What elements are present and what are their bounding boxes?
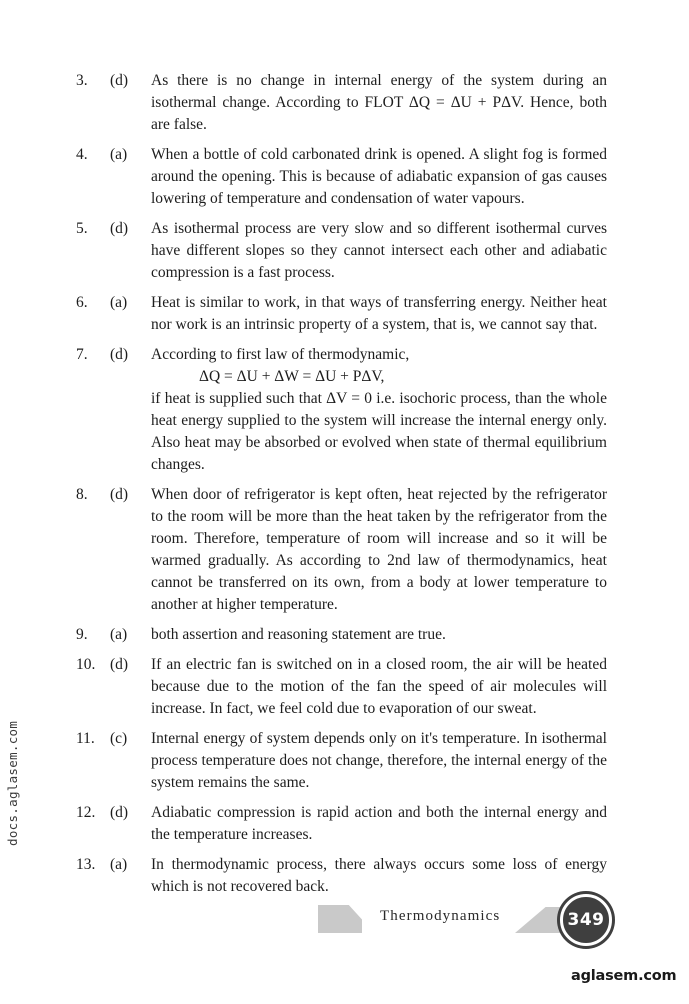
answer-paragraph: if heat is supplied such that ΔV = 0 i.e. isochoric process, than the whole heat energy supplied to the system will increase the internal energy only. Also heat may be absorbed or evolved when state of thermal equilibrium changes. bbox=[151, 390, 607, 473]
answer-list bbox=[0, 70, 689, 906]
answer-body bbox=[151, 802, 684, 846]
answer-equation: ΔQ = ΔU + ΔW = ΔU + PΔV, bbox=[199, 368, 385, 385]
answer-row bbox=[0, 802, 689, 854]
answer-number: 5. bbox=[76, 220, 88, 237]
answer-number: 10. bbox=[76, 656, 96, 673]
answer-paragraph: In thermodynamic process, there always occurs some loss of energy which is not recovered back. bbox=[151, 856, 607, 895]
answer-option-letter: (d) bbox=[110, 220, 129, 237]
answer-option-letter: (c) bbox=[110, 730, 128, 747]
answer-body bbox=[151, 218, 684, 284]
answer-row bbox=[0, 292, 689, 344]
answer-option-letter: (a) bbox=[110, 294, 128, 311]
answer-row bbox=[0, 144, 689, 218]
answer-body bbox=[151, 484, 684, 616]
footer-chapter-title: Thermodynamics bbox=[380, 908, 501, 924]
answer-paragraph: both assertion and reasoning statement are true. bbox=[151, 626, 446, 643]
answer-paragraph: As isothermal process are very slow and so different isothermal curves have different slopes so they cannot intersect each other and adiabatic compression is a fast process. bbox=[151, 220, 607, 281]
answer-number: 9. bbox=[76, 626, 88, 643]
answer-row bbox=[0, 624, 689, 654]
answer-row bbox=[0, 654, 689, 728]
answer-paragraph: Internal energy of system depends only on it's temperature. In isothermal process temperature does not change, therefore, the internal energy of the system remains the same. bbox=[151, 730, 607, 791]
answer-number: 8. bbox=[76, 486, 88, 503]
page-number-badge bbox=[560, 894, 612, 946]
side-watermark: docs.aglasem.com bbox=[5, 720, 20, 846]
answer-row bbox=[0, 70, 689, 144]
answer-option-letter: (d) bbox=[110, 486, 129, 503]
answer-row bbox=[0, 484, 689, 624]
answer-body bbox=[151, 728, 684, 794]
answer-number: 3. bbox=[76, 72, 88, 89]
answer-paragraph: If an electric fan is switched on in a closed room, the air will be heated because due to the motion of the fan the speed of air molecules will increase. In fact, we feel cold due to evaporation of our sweat. bbox=[151, 656, 607, 717]
answer-number: 4. bbox=[76, 146, 88, 163]
answer-body bbox=[151, 344, 684, 476]
answer-number: 13. bbox=[76, 856, 96, 873]
answer-paragraph: Heat is similar to work, in that ways of transferring energy. Neither heat nor work is an intrinsic property of a system, that is, we cannot say that. bbox=[151, 294, 607, 333]
answer-body bbox=[151, 292, 684, 336]
page-number-label: 349 bbox=[567, 909, 605, 930]
answer-option-letter: (d) bbox=[110, 656, 129, 673]
answer-paragraph: When a bottle of cold carbonated drink is opened. A slight fog is formed around the opening. This is because of adiabatic expansion of gas causes lowering of temperature and condensation of water vapours. bbox=[151, 146, 607, 207]
answer-option-letter: (d) bbox=[110, 72, 129, 89]
answer-body bbox=[151, 144, 684, 210]
answer-row bbox=[0, 218, 689, 292]
answer-option-letter: (d) bbox=[110, 346, 129, 363]
answer-row bbox=[0, 344, 689, 484]
answer-body bbox=[151, 70, 684, 136]
answer-number: 11. bbox=[76, 730, 95, 747]
answer-body bbox=[151, 654, 684, 720]
answer-number: 7. bbox=[76, 346, 88, 363]
answer-option-letter: (a) bbox=[110, 626, 128, 643]
brand-logo: aglasem.com bbox=[571, 968, 677, 984]
answer-number: 6. bbox=[76, 294, 88, 311]
answer-option-letter: (a) bbox=[110, 146, 128, 163]
answer-paragraph: As there is no change in internal energy of the system during an isothermal change. According to FLOT ΔQ = ΔU + PΔV. Hence, both are false. bbox=[151, 72, 607, 133]
answer-paragraph: When door of refrigerator is kept often, heat rejected by the refrigerator to the room will be more than the heat taken by the refrigerator from the room. Therefore, temperature of room will increase and so it will be warmed gradually. As according to 2nd law of thermodynamics, heat cannot be transferred on its own, from a body at lower temperature to another at higher temperature. bbox=[151, 486, 607, 613]
footer-tab-left-shape bbox=[318, 905, 362, 933]
answer-body bbox=[151, 624, 684, 646]
answer-paragraph: According to first law of thermodynamic, bbox=[151, 346, 410, 363]
answer-option-letter: (a) bbox=[110, 856, 128, 873]
answer-body bbox=[151, 854, 684, 898]
answer-paragraph: Adiabatic compression is rapid action and both the internal energy and the temperature increases. bbox=[151, 804, 607, 843]
answer-number: 12. bbox=[76, 804, 96, 821]
answer-option-letter: (d) bbox=[110, 804, 129, 821]
answer-row bbox=[0, 728, 689, 802]
